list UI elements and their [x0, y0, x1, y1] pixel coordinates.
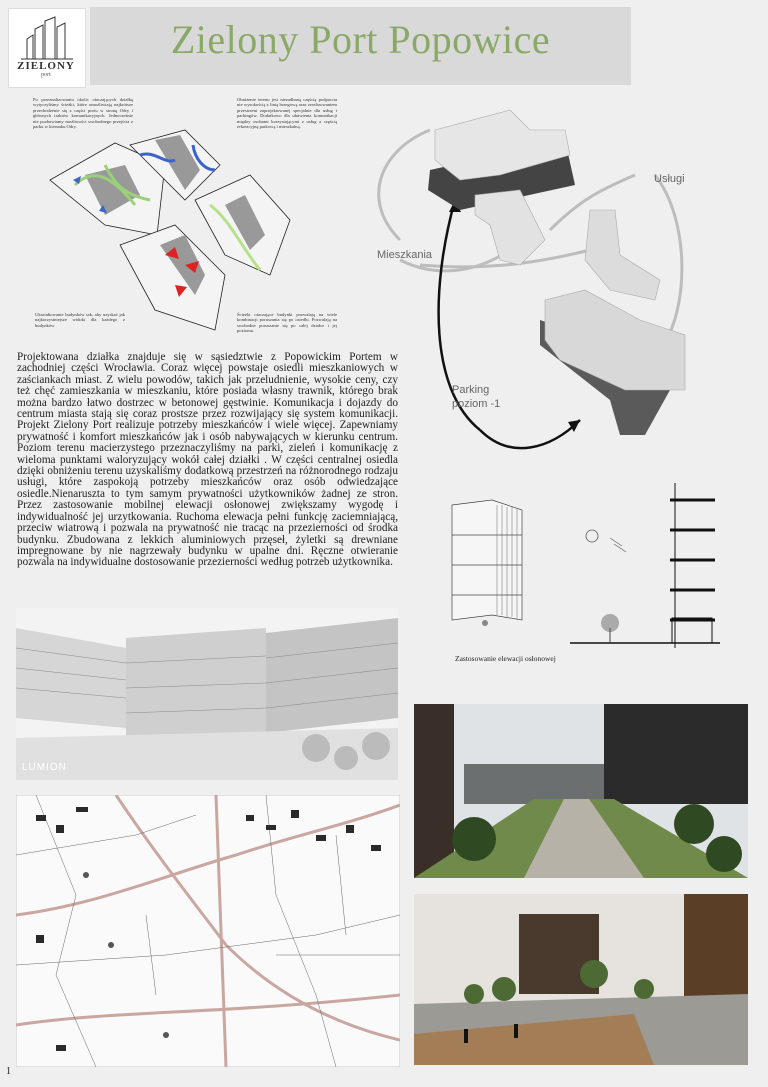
logo-subtitle: port	[41, 72, 51, 78]
facade-caption: Zastosowanie elewacji osłonowej	[455, 654, 556, 663]
logo-word: ZIELONY	[17, 60, 75, 72]
render-watermark: LUMION	[22, 762, 67, 773]
label-parking-level: poziom -1	[452, 398, 501, 410]
page-number: 1	[6, 1066, 11, 1077]
project-description: Projektowana działka znajduje się w sąsiedztwie z Popowickim Portem w zachodniej części Wrocławia. Coraz więcej powstaje osiedli mieszkaniowych w zaściankach miast. Z wielu powodów, takich jak przeludnienie, wysokie ceny, czy też chęć zamieszkania w mieszkaniu, które posiada własny trawnik, którego brak można bardzo łatwo dostrzec w betonowej gęstwinie. Komunikacja i dojazdy do centrum miasta stają się coraz prostsze przez rozwijający się system komunikacji. Projekt Zielony Port realizuje potrzeby mieszkańców i wiele więcej. Zapewniamy prywatność i komfort mieszkańców jak i osób nabywających w kierunku centrum. Poziom terenu macierzystego przeznaczyliśmy na parki, zieleń i komunikację z wieloma punktami waloryzujący wokół całej działki . W części centralnej osiedla dzięki obniżeniu terenu uzyskaliśmy dodatkową przestrzeń na różnorodnego rodzaju usługi, które zaspokoją potrzeby mieszkańców oraz osób odwiedzające osiedle.Nienaruszta to tym samym prywatności użytkowników żadnej ze stron. Przez zastosowanie mobilnej elewacji osłonowej zwiększamy wygodę i indywidualność jej urzytkowania. Ruchoma elewacja pełni funkcję zaciemniającą, przeciw wiatrową i pozwala na prywatność nie tracąc na przezierności od środka budynku. Zbudowana z lekkich aluminiowych przęseł, żyletki są drewniane impregnowane by nie nagrzewały budynku w upalne dni. Ręczne otwieranie pozwala na indywidualne dostosowanie przezierności według potrzeb użytkownika.	[17, 351, 398, 569]
courtyard-render	[414, 704, 748, 878]
label-mieszkania: Mieszkania	[377, 249, 433, 261]
building-render	[16, 608, 398, 780]
diagram-text-bottom-right: Ścieżki otaczające budynki pozwalają na wiele kombinacji poruszania się po osiedlu. Pozwalają na swobodne poruszanie się po całej działce i jej pozioma.	[237, 312, 337, 334]
page-title: Zielony Port Popowice	[170, 17, 551, 62]
label-uslugi: Usługi	[654, 173, 685, 185]
diagram-text-top-left: Po przeanalizowaniu okolic otaczających działkę wytyczyliśmy ścieżki, które umożliwiają najkrótsze przechodzenie się z części portu w stronę Odry i głównych traktów komunikacyjnych. Jednocześnie nie pozbawiamy możliwości swobodnego przejścia z parku w kierunku Odry.	[33, 97, 133, 130]
plaza-render	[414, 894, 748, 1065]
logo-buildings-icon	[9, 9, 85, 61]
facade-section	[570, 478, 720, 653]
site-analysis-diagrams	[45, 125, 305, 335]
diagram-text-bottom-left: Ukształtowanie budynków tak, aby uzyskać jak najkorzystniejsze widoki dla każdego z budynków	[35, 312, 125, 328]
massing-diagram	[360, 90, 750, 470]
facade-axonometric	[447, 495, 527, 635]
diagram-text-top-right: Obniżenie terenu jest niezadbaną częścią podporcia nie wysokością z linią brzegową oraz zrealizowaniem przestrzeni zaprojektowanej specjalnie dla usług i parkingów. Dodatkowo dla ułatwienia komunikacji między osobami korzystającymi z usług a częścią rekreacyjną parkową i mieszkalną.	[237, 97, 337, 130]
site-plan-map	[16, 795, 400, 1067]
label-parking: Parking	[452, 384, 490, 396]
